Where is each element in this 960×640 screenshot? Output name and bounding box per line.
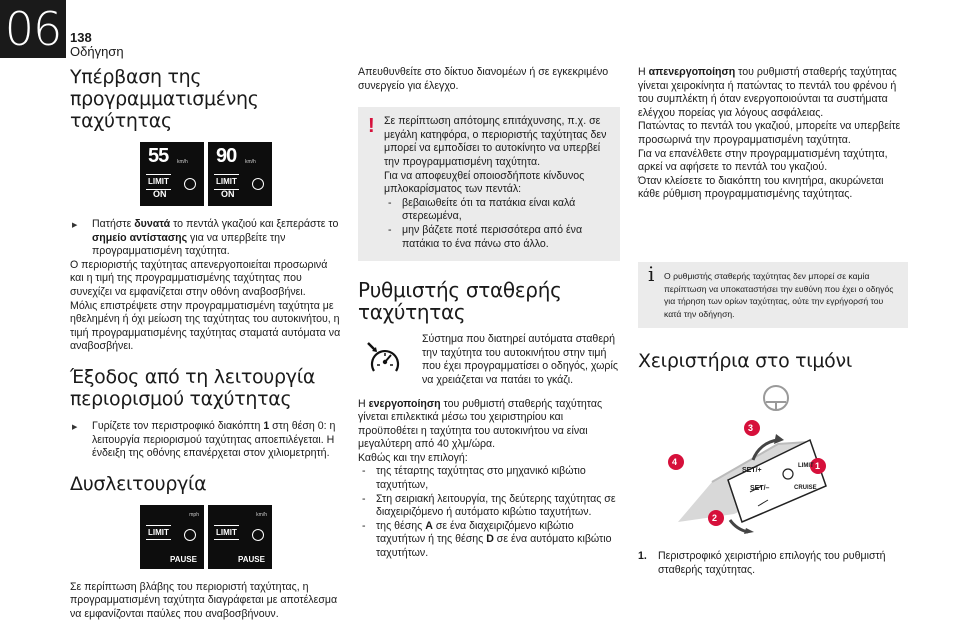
override-para-1: Ο περιοριστής ταχύτητας απενεργοποιείται προσωρινά και η τιμή της προγραμματισμένης ταχύτητας που συνεχίζει να εμφανίζεται στην οθόνη αναβοσβήνει. (70, 258, 328, 298)
limit-label: LIMIT (798, 463, 814, 470)
limit-pause-images (70, 505, 342, 569)
selection-item: - της τέταρτης ταχύτητας στο μηχανικό κιβώτιο ταχυτήτων, (358, 465, 620, 492)
dashboard-limit-90: 90 km/h LIMIT ON (208, 142, 272, 206)
steering-stalk-illustration (658, 382, 884, 534)
dashboard-pause-mph: mph LIMIT PAUSE (140, 505, 204, 569)
speed-limiter-icon (184, 178, 196, 190)
info-icon: i (648, 261, 655, 286)
speed-limiter-icon (252, 529, 264, 541)
dealer-note: Απευθυνθείτε στο δίκτυο διανομέων ή σε εγκεκριμένο συνεργείο για έλεγχο. (358, 66, 609, 92)
deactivation-para: Η απενεργοποίηση του ρυθμιστή σταθερής ταχύτητας γίνεται χειροκίνητα ή πατώντας το πεντάλ του φρένου ή του συμπλέκτη ή όταν ενεργοποιούνται τα συστήματα ελέγχου πορείας για λόγους ασφάλειας. (638, 66, 897, 119)
fault-text: Σε περίπτωση βλάβης του περιοριστή ταχύτητας, η προγραμματισμένη ταχύτητα διαγράφεται με αποτέλεσμα να εμφανίζονται παύλες που αναβοσβήνουν. (70, 580, 338, 620)
override-step: ▶ Πατήστε δυνατά το πεντάλ γκαζιού και ξεπεράστε το σημείο αντίστασης για να υπερβείτε την προγραμματισμένη ταχύτητα. (70, 218, 342, 259)
warning-box (358, 107, 620, 261)
resume-note: Για να επανέλθετε στην προγραμματισμένη ταχύτητα, αρκεί να αφήσετε το πεντάλ του γκαζιού. (638, 147, 888, 174)
cruise-description: Σύστημα που διατηρεί αυτόματα σταθερή την ταχύτητα του αυτοκινήτου στην τιμή που έχει προγραμματίσει ο οδηγός, χωρίς να χρειάζεται να πατάει το γκάζι. (422, 333, 618, 386)
column-1 (70, 66, 342, 622)
callout-4: 4 (672, 457, 678, 468)
control-item-1: 1. Περιστροφικό χειριστήριο επιλογής του ρυθμιστή σταθερής ταχύτητας. (638, 550, 886, 576)
warning-icon: ! (368, 115, 375, 138)
info-text: Ο ρυθμιστής σταθερής ταχύτητας δεν μπορεί σε καμία περίπτωση να υποκαταστήσει την ευθύνη που έχει ο οδηγός για τήρηση των ορίων ταχύτητας, ούτε την εγρήγορσή του κατά την οδήγηση. (664, 270, 894, 319)
controls-heading: Χειριστήρια στο τιμόνι (638, 350, 852, 373)
column-3 (638, 66, 908, 578)
speed-limiter-icon (184, 529, 196, 541)
ignition-note: Όταν κλείσετε το διακόπτη του κινητήρα, ακυρώνεται κάθε ρύθμιση προγραμματισμένης ταχύτητας. (638, 174, 884, 201)
steering-control-figure (658, 382, 884, 534)
warning-item: - βεβαιωθείτε ότι τα πατάκια είναι καλά στερεωμένα, (384, 197, 610, 224)
dashboard-limit-55: 55 km/h LIMIT ON (140, 142, 204, 206)
selection-item: - της θέσης A σε ένα διαχειριζόμενο κιβώτιο ταχυτήτων ή της θέσης D σε ένα αυτόματο κιβώτιο ταχυτήτων. (358, 520, 620, 561)
warning-text-2: Για να αποφευχθεί οποιοσδήποτε κίνδυνος μπλοκαρίσματος των πεντάλ: (384, 169, 585, 196)
selection-item: - Στη σειριακή λειτουργία, της δεύτερης ταχύτητας σε διαχειριζόμενο ή αυτόματο κιβώτιο ταχυτήτων. (358, 493, 620, 520)
limit-on-images (70, 142, 342, 206)
column-2 (358, 66, 620, 561)
activation-para: Η ενεργοποίηση του ρυθμιστή σταθερής ταχύτητας γίνεται επιλεκτικά μέσω του χειριστηρίου και προϋποθέτει η ταχύτητα του αυτοκινήτου να είναι μεγαλύτερη από 40 χλμ/ώρα. (358, 397, 603, 451)
exit-heading: Έξοδος από τη λειτουργία περιορισμού ταχύτητας (70, 365, 316, 410)
override-para-2: Μόλις επιστρέψετε στην προγραμματισμένη ταχύτητα με ηθελημένη ή όχι μείωση της ταχύτητας του αυτοκινήτου, η τιμή προγραμματισμένης ταχύτητας σταματά αυτόματα να αναβοσβήνει. (70, 299, 341, 353)
override-heading: Υπέρβαση της προγραμματισμένης ταχύτητας (70, 66, 259, 132)
callout-2: 2 (712, 513, 718, 524)
chapter-number: 06 (0, 0, 66, 58)
fault-heading: Δυσλειτουργία (70, 472, 207, 495)
cruise-intro (358, 333, 620, 387)
warning-text-1: Σε περίπτωση απότομης επιτάχυνσης, π.χ. σε μεγάλη κατηφόρα, ο περιοριστής ταχύτητας δεν μπορεί να εμποδίσει το αυτοκίνητο να υπερβεί την προγραμματισμένη ταχύτητα. (384, 115, 607, 168)
set-plus-label: SET/+ (742, 467, 762, 475)
cruise-control-icon (362, 339, 406, 377)
dashboard-pause-kmh: km/h LIMIT PAUSE (208, 505, 272, 569)
warning-item: - μην βάζετε ποτέ περισσότερα από ένα πατάκια το ένα πάνω στο άλλο. (384, 224, 610, 251)
override-note: Πατώντας το πεντάλ του γκαζιού, μπορείτε να υπερβείτε προσωρινά την προγραμματισμένη ταχύτητα. (638, 120, 901, 146)
exit-step: ▶ Γυρίζετε τον περιστροφικό διακόπτη 1 στη θέση 0: η λειτουργία περιορισμού ταχύτητας αποεπιλέγεται. Η ένδειξη της οθόνης επανέρχεται στον χιλιομετρητή. (70, 420, 342, 461)
speed-limiter-icon (252, 178, 264, 190)
info-box (638, 262, 908, 328)
callout-3: 3 (748, 423, 754, 434)
page-number: 138 (70, 30, 92, 45)
selection-intro: Καθώς και την επιλογή: (358, 451, 468, 464)
set-minus-label: SET/– (750, 485, 770, 493)
cruise-heading: Ρυθμιστής σταθερής ταχύτητας (358, 278, 562, 325)
callout-1: 1 (815, 461, 821, 472)
section-title: Οδήγηση (70, 44, 124, 59)
cruise-label: CRUISE (794, 485, 817, 492)
